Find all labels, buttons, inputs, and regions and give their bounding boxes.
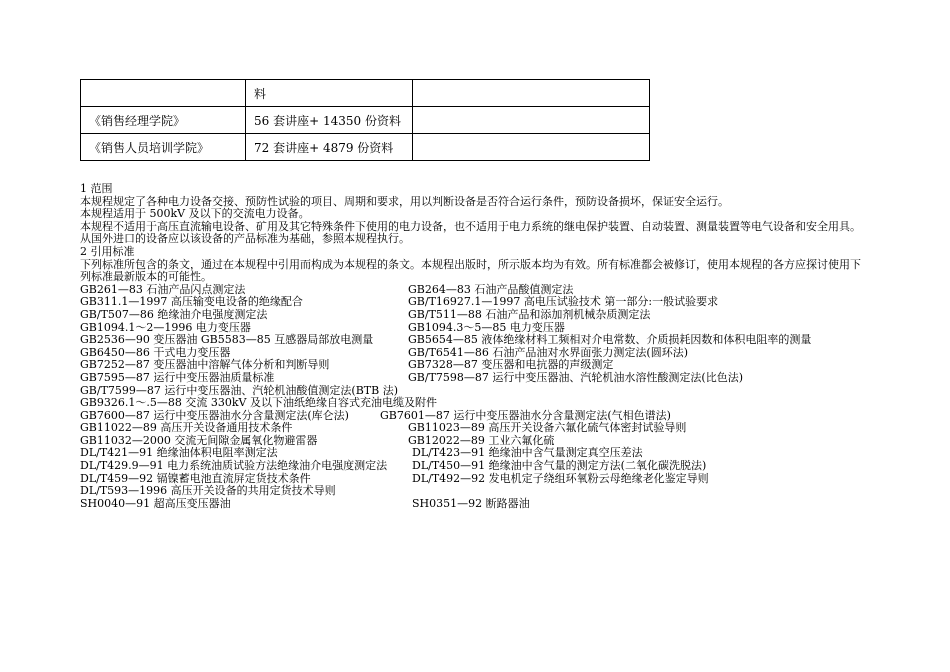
reference-left: GB7600—87 运行中变压器油水分含量测定法(库仑法) — [80, 408, 349, 422]
course-name-cell — [81, 80, 246, 107]
reference-left: SH0040—91 超高压变压器油 — [80, 496, 231, 510]
reference-left: GB9326.1～.5—88 交流 330kV 及以下油纸绝缘自容式充油电缆及附件 — [80, 396, 437, 410]
reference-right: GB11023—89 高压开关设备六氟化硫气体密封试验导则 — [408, 421, 687, 435]
reference-left: GB/T507—86 绝缘油介电强度测定法 — [80, 307, 268, 321]
reference-right: SH0351—92 断路器油 — [412, 496, 530, 510]
paragraph: 本规程适用于 500kV 及以下的交流电力设备。 — [80, 207, 310, 221]
course-extra-cell — [413, 80, 650, 107]
reference-right: GB/T6541—86 石油产品油对水界面张力测定法(圆环法) — [408, 345, 688, 359]
section-heading: 1 范围 — [80, 182, 113, 195]
document-body — [80, 183, 880, 510]
reference-left: GB1094.1～2—1996 电力变压器 — [80, 320, 251, 334]
reference-left: GB/T7599—87 运行中变压器油、汽轮机油酸值测定法(BTB 法) — [80, 383, 398, 397]
course-name-cell: 《销售人员培训学院》 — [81, 134, 246, 161]
reference-right: DL/T492—92 发电机定子绕组环氧粉云母绝缘老化鉴定导则 — [412, 471, 709, 485]
table-row — [81, 80, 650, 107]
reference-left: GB11022—89 高压开关设备通用技术条件 — [80, 421, 293, 435]
table-row — [81, 134, 650, 161]
reference-right: GB7601—87 运行中变压器油水分含量测定法(气相色谱法) — [380, 408, 671, 422]
paragraph: 下列标准所包含的条文，通过在本规程中引用而构成为本规程的条文。本规程出版时，所示版本均为有效。所有标准都会被修订，使用本规程的各方应探讨使用下列标准最新版本的可能性。 — [80, 257, 861, 284]
reference-right: GB/T7598—87 运行中变压器油、汽轮机油水溶性酸测定法(比色法) — [408, 370, 743, 384]
reference-right: GB/T511—88 石油产品和添加剂机械杂质测定法 — [408, 307, 651, 321]
reference-right: DL/T423—91 绝缘油中含气量测定真空压差法 — [412, 446, 643, 460]
reference-left: DL/T421—91 绝缘油体积电阻率测定法 — [80, 446, 278, 460]
reference-right: GB5654—85 液体绝缘材料工频相对介电常数、介质损耗因数和体积电阻率的测量 — [408, 333, 812, 347]
reference-left: GB7595—87 运行中变压器油质量标准 — [80, 370, 275, 384]
reference-right: GB12022—89 工业六氟化硫 — [408, 433, 555, 447]
course-name-cell: 《销售经理学院》 — [81, 107, 246, 134]
reference-left: DL/T459—92 镉镍蓄电池直流屏定货技术条件 — [80, 471, 311, 485]
course-content-cell: 料 — [246, 80, 413, 107]
reference-left: GB11032—2000 交流无间隙金属氧化物避雷器 — [80, 433, 318, 447]
table-row — [81, 107, 650, 134]
paragraph: 从国外进口的设备应以该设备的产品标准为基础，参照本规程执行。 — [80, 232, 410, 246]
reference-right: GB7328—87 变压器和电抗器的声级测定 — [408, 358, 614, 372]
course-content-cell: 56 套讲座+ 14350 份资料 — [246, 107, 413, 134]
course-content-cell: 72 套讲座+ 4879 份资料 — [246, 134, 413, 161]
reference-right: GB264—83 石油产品酸值测定法 — [408, 282, 574, 296]
reference-left: DL/T593—1996 高压开关设备的共用定货技术导则 — [80, 484, 336, 498]
course-extra-cell — [413, 134, 650, 161]
reference-right: DL/T450—91 绝缘油中含气量的测定方法(二氧化碳洗脱法) — [412, 459, 707, 473]
reference-row — [80, 498, 880, 511]
reference-left: GB311.1—1997 高压输变电设备的绝缘配合 — [80, 295, 303, 309]
reference-left: GB7252—87 变压器油中溶解气体分析和判断导则 — [80, 358, 330, 372]
paragraph: 本规程规定了各种电力设备交接、预防性试验的项目、周期和要求，用以判断设备是否符合运行条件，预防设备损坏，保证安全运行。 — [80, 194, 729, 208]
reference-left: GB2536—90 变压器油 GB5583—85 互感器局部放电测量 — [80, 333, 374, 347]
reference-left: DL/T429.9—91 电力系统油质试验方法绝缘油介电强度测定法 — [80, 459, 388, 473]
course-table — [80, 79, 650, 161]
course-extra-cell — [413, 107, 650, 134]
reference-right: GB1094.3～5—85 电力变压器 — [408, 320, 565, 334]
reference-right: GB/T16927.1—1997 高电压试验技术 第一部分:一般试验要求 — [408, 295, 719, 309]
reference-left: GB261—83 石油产品闪点测定法 — [80, 282, 246, 296]
paragraph: 本规程不适用于高压直流输电设备、矿用及其它特殊条件下使用的电力设备，也不适用于电力系统的继电保护装置、自动装置、测量装置等电气设备和安全用具。 — [80, 219, 861, 233]
section-heading: 2 引用标准 — [80, 244, 135, 258]
reference-left: GB6450—86 干式电力变压器 — [80, 345, 231, 359]
